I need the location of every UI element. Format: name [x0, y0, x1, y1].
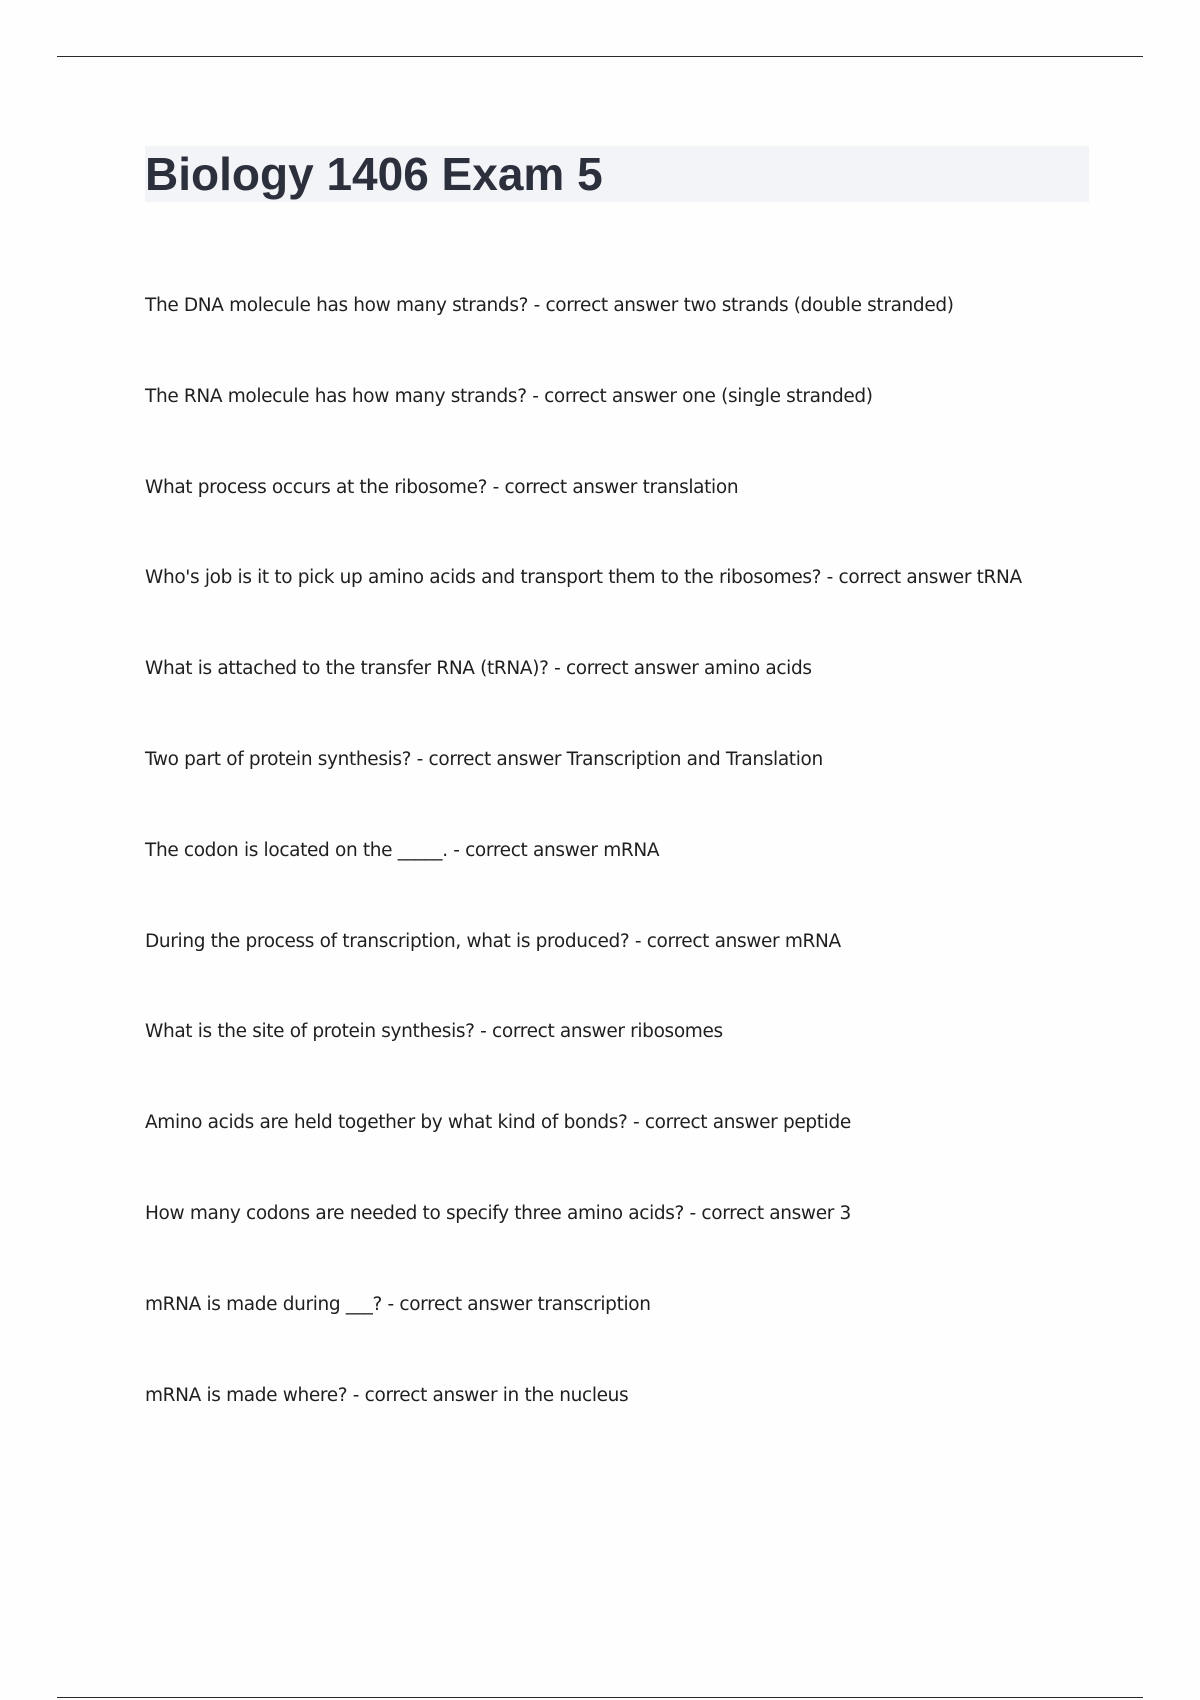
- question-answer-list: [145, 291, 1105, 1471]
- top-divider: [57, 56, 1143, 57]
- qa-item: What process occurs at the ribosome? - correct answer translation: [145, 476, 739, 498]
- qa-item: How many codons are needed to specify three amino acids? - correct answer 3: [145, 1202, 851, 1224]
- bottom-divider: [57, 1697, 1143, 1698]
- qa-item: The codon is located on the _____. - correct answer mRNA: [145, 839, 660, 861]
- document-title: Biology 1406 Exam 5: [145, 148, 603, 200]
- qa-item: mRNA is made where? - correct answer in the nucleus: [145, 1384, 629, 1406]
- qa-item: During the process of transcription, what is produced? - correct answer mRNA: [145, 930, 841, 952]
- qa-item: Who's job is it to pick up amino acids and transport them to the ribosomes? - correct answer tRNA: [145, 567, 1022, 589]
- qa-item: The RNA molecule has how many strands? - correct answer one (single stranded): [145, 385, 873, 407]
- qa-item: mRNA is made during ___? - correct answer transcription: [145, 1293, 651, 1315]
- qa-item: Amino acids are held together by what kind of bonds? - correct answer peptide: [145, 1112, 851, 1134]
- qa-item: What is the site of protein synthesis? - correct answer ribosomes: [145, 1021, 723, 1043]
- qa-item: Two part of protein synthesis? - correct answer Transcription and Translation: [145, 748, 823, 770]
- qa-item: The DNA molecule has how many strands? - correct answer two strands (double stranded): [145, 295, 954, 316]
- qa-item: What is attached to the transfer RNA (tRNA)? - correct answer amino acids: [145, 658, 812, 680]
